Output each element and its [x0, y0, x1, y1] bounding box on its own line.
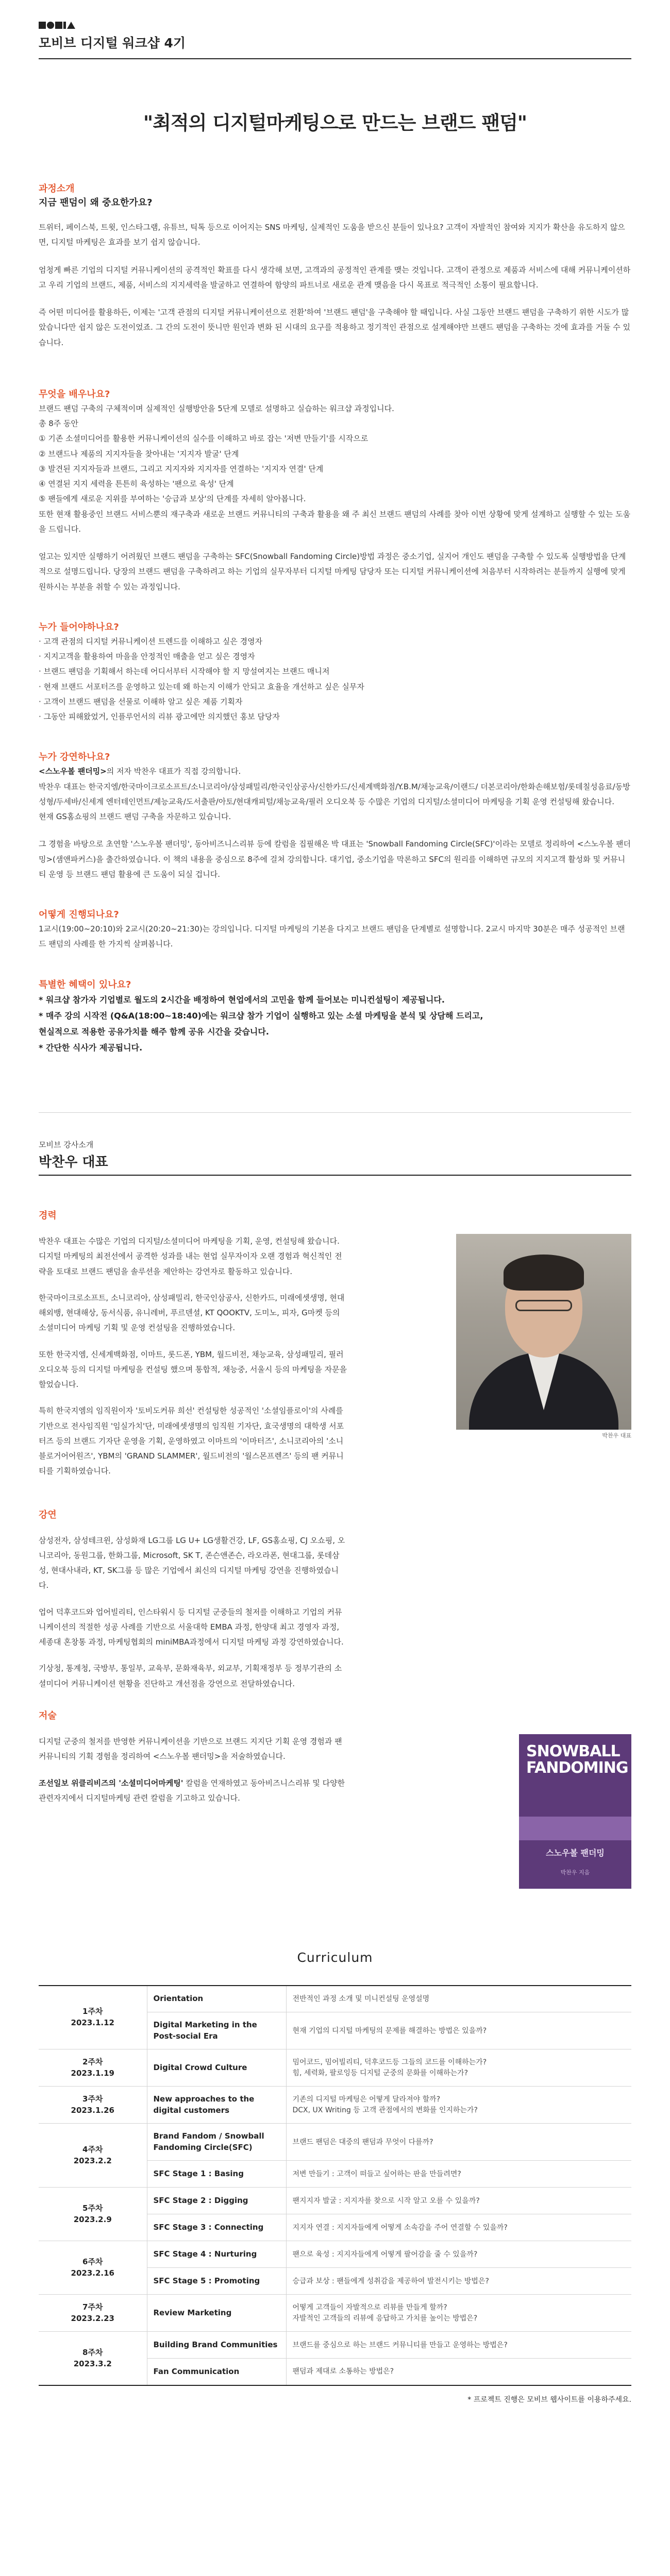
who-paragraph: 그 경험을 바탕으로 초연할 '스노우볼 팬더밍', 동아비즈니스리뷰 등에 칼럼을 집필해온 박 대표는 'Snowball Fandoming Circle(SFC)'이라는 모델로 정리하여 <스노우볼 팬더밍>(샘앤파커스)을 출간하였습니다. 이 책의 내용을 중심으로 8주에 걸쳐 강의합니다. 대기업, 중소기업을 막론하고 SFC의 원리를 이해하면 규모의 지지고객 활성화 및 커뮤니티 운영 등 브랜드 팬덤 활용에 큰 도움이 되실 겁니다.	[39, 839, 631, 879]
list-item: * 워크샵 참가자 기업별로 월도의 2시간을 배정하여 현업에서의 고민을 함께 들어보는 미니컨설팅이 제공됩니다.	[39, 994, 445, 1005]
table-row	[39, 2295, 631, 2332]
benefits-list	[39, 992, 631, 1056]
week-date: 2023.3.2	[73, 2359, 112, 2368]
book-paragraph	[39, 1776, 348, 1806]
book-heading: 저술	[39, 1710, 57, 1721]
book-cover-title	[526, 1743, 628, 1776]
description-cell: 전반적인 과정 소개 및 미니컨설팅 운영설명	[286, 1986, 631, 2012]
lecture-paragraph: 업어 덕후코드와 업어빌리티, 인스타워시 등 디지털 군중들의 철저를 이해하고 기업의 커뮤니케이션의 적절한 성공 사례를 기반으로 서울대학 EMBA 과정, 한양대 최고 경영자 과정, 세종대 혼창통 과정, 마케팅협회의 miniMBA과정에서 디지털 마케팅 과정 강연하였습니다.	[39, 1607, 344, 1647]
instructor-book	[39, 1707, 631, 1889]
section-when	[39, 908, 631, 952]
section-who	[39, 750, 631, 882]
list-item: 현실적으로 적용한 공유가치를 해주 함께 공유 시간을 갖습니다.	[39, 1026, 269, 1037]
career-paragraph: 특히 한국지엠의 임직원이자 '토비도커뮤 희선' 컨설팅한 성공적인 '소셜임플로이'의 사례를 기반으로 전사임직원 '임실가치'단, 미래에셋생명의 임직원 기자단, 효국생명의 대학생 서포터즈 등의 브랜드 기자단 운영을 기획, 운영하였고 이마트의 '이마터즈', 소니코리아의 '소니블로거어어원즈', YBM의 'GRAND SLAMMER', 월드비전의 '월스몬프렌즈' 등의 팬 커뮤니티를 기획하였습니다.	[39, 1406, 344, 1476]
week-date: 2023.1.12	[71, 2018, 114, 2028]
lecture-paragraph: 삼성전자, 삼성테크윈, 삼성화재 LG그룹 LG U+ LG생활건강, LF, GS홈쇼핑, CJ 오쇼핑, 오니코리아, 동원그룹, 한화그룹, Microsoft, SK T, 존슨앤존슨, 라오라폰, 현대그룹, 롯데삼성, 현대사내라, KT, SK그룹 등 많은 기업에서 최신의 디지털 마케팅 강연을 진행하였습니다.	[39, 1535, 345, 1590]
book-text-rest: 칼럼을 연재하였고 동아비즈니스리뷰 및 다양한 관련자지에서 디지털마케팅 관련 칼럼을 기고하고 있습니다.	[39, 1778, 345, 1803]
week-date: 2023.2.9	[73, 2214, 112, 2224]
topic-cell: Building Brand Communities	[147, 2332, 286, 2359]
who-paragraph	[39, 764, 631, 779]
instructor-role: 모비브 강사소개	[39, 1140, 94, 1150]
week-cell	[39, 2295, 147, 2332]
section-heading: 과정소개	[39, 183, 75, 195]
topic-cell: SFC Stage 5 : Promoting	[147, 2268, 286, 2295]
description-cell: 브랜드 팬덤은 대중의 팬덤과 무엇이 다를까?	[286, 2124, 631, 2161]
week-cell	[39, 2124, 147, 2188]
logo-mark-b	[55, 22, 62, 29]
learn-paragraph: 얼고는 있지만 실행하기 어려웠던 브랜드 팬덤을 구축하는 SFC(Snowball Fandoming Circle)방법 과정은 중소기업, 실지어 개인도 팬덤을 구축할 수 있도록 실행방법을 단계적으로 설명드립니다. 당장의 브랜드 팬덤을 구축하려고 하는 기업의 실무자부터 디지털 마케팅 담당자 또는 디지털 커뮤니케이션에 처음부터 시작하려는 분들까지 실행에 맞게 원하시는 부분을 취할 수 있는 과정입니다.	[39, 552, 626, 591]
book-paragraph: 디지털 군중의 철저를 반영한 커뮤니케이션을 기반으로 브랜드 지지단 기획 운영 경험과 팬 커뮤니티의 기획 경험을 정리하여 <스노우볼 팬더밍>을 저술하였습니다.	[39, 1737, 342, 1761]
book-row	[39, 1734, 631, 1889]
learn-steps-intro: 총 8주 동안	[39, 419, 79, 429]
section-benefits	[39, 978, 631, 1056]
career-row	[39, 1234, 631, 1490]
career-paragraph: 한국마이크로소프트, 소니코리아, 삼성패밀리, 한국인삼공사, 신한카드, 미래에셋생명, 현대해외뱅, 현대해상, 동서식품, 유니레버, 푸르덴셜, KT QOOKTV, 도미노, 피자, G마켓 등의 소셜미디어 마케팅 기획 및 운영 컨설팅을 진행하였습니다.	[39, 1293, 345, 1333]
section-subheading: 지금 팬덤이 왜 중요한가요?	[39, 197, 153, 209]
week-label: 2주차	[82, 2057, 103, 2067]
logo-mark-h	[39, 22, 46, 29]
section-heading: 무엇을 배우나요?	[39, 388, 110, 400]
topic-cell: Brand Fandom / Snowball Fandoming Circle(SFC)	[147, 2124, 286, 2161]
list-item: · 고객 관점의 디지털 커뮤니케이션 트렌드를 이해하고 싶은 경영자	[39, 636, 263, 646]
lecture-text	[39, 1533, 348, 1691]
section-learn	[39, 387, 631, 595]
logo-mark-s	[67, 22, 75, 29]
list-item: ① 기존 소셜미디어를 활용한 커뮤니케이션의 실수를 이해하고 바로 잡는 '저변 만들기'를 시작으로	[39, 434, 368, 444]
logo-mark-i	[63, 22, 66, 29]
week-cell	[39, 2188, 147, 2241]
who-text: 의 저자 박찬우 대표가 직접 강의합니다.	[106, 767, 241, 776]
week-date: 2023.1.26	[71, 2105, 114, 2115]
column-emphasis: 조선일보 위클리비즈의 '소셜미디어마케팅'	[39, 1778, 183, 1788]
list-item: · 고객이 브랜드 팬덤을 선물로 이해하 알고 싶은 제품 기획자	[39, 697, 243, 706]
intro-paragraph: 즉 어떤 미디어를 활용하든, 이제는 '고객 관점의 디지털 커뮤니케이션으로 전환'하여 '브랜드 팬덤'을 구축해야 할 때입니다. 사실 그동안 브랜드 팬덤을 구축하기 위한 시도가 많았습니다만 쉽지 않은 도전이었죠. 그 간의 도전이 뜻니만 원인과 변화 된 시대의 요구를 적용하고 정기적인 관점으로 설계해야만 브랜드 팬덤을 구축하는 것에 효과를 거둘 수 있습니다.	[39, 308, 630, 347]
content-wrapper	[39, 0, 631, 2407]
section-heading: 어떻게 진행되나요?	[39, 909, 119, 921]
book-title-line: SNOWBALL	[526, 1742, 620, 1761]
table-row	[39, 1986, 631, 2012]
list-item: * 매주 강의 시작전 (Q&A(18:00~18:40)에는 워크샵 참가 기업이 실행하고 있는 소셜 마케팅을 분석 및 상담해 드리고,	[39, 1010, 483, 1021]
topic-cell: SFC Stage 2 : Digging	[147, 2188, 286, 2214]
description-cell: 팬덤과 제대로 소통하는 방법은?	[286, 2359, 631, 2385]
week-label: 1주차	[82, 2007, 103, 2016]
table-row	[39, 2332, 631, 2359]
list-item: ② 브랜드나 제품의 지지자들을 찾아내는 '지지자 발굴' 단계	[39, 449, 239, 459]
photo-hair	[504, 1255, 584, 1291]
section-heading: 누가 강연하나요?	[39, 752, 110, 763]
photo-glasses	[515, 1300, 572, 1311]
week-date: 2023.1.19	[71, 2068, 114, 2078]
instructor-lecture	[39, 1506, 631, 1691]
section-intro	[39, 182, 631, 350]
list-item: · 현재 브랜드 서포터즈를 운영하고 있는데 왜 하는지 이해가 안되고 효율을 개선하고 싶은 실무자	[39, 682, 364, 691]
instructor-career	[39, 1207, 631, 1490]
week-label: 8주차	[82, 2347, 103, 2357]
book-title-emphasis: <스노우볼 팬더밍>	[39, 767, 107, 776]
week-date: 2023.2.2	[73, 2156, 112, 2165]
top-header	[39, 0, 631, 59]
photo-caption: 박찬우 대표	[602, 1432, 631, 1439]
topic-cell: Digital Marketing in the Post-social Era	[147, 2012, 286, 2049]
description-cell: 저변 만들기 : 고객이 떠들고 싶어하는 판을 만들려면?	[286, 2161, 631, 2188]
headline: "최적의 디지털마케팅으로 만드는 브랜드 팬덤"	[143, 112, 527, 134]
intro-paragraph: 트위터, 페이스북, 트윗, 인스타그램, 유튜브, 틱톡 등으로 이어지는 SNS 마케팅, 실제적인 도움을 받으신 분들이 있나요? 고객이 자발적인 참여와 지지가 확산을 유도하지 않으면, 디지털 마케팅은 효과를 보기 쉽지 않습니다.	[39, 223, 625, 247]
list-item: ③ 발견된 지지자들과 브랜드, 그리고 지지자와 지지자를 연결하는 '지지자 연결' 단계	[39, 464, 324, 473]
learn-paragraph: 브랜드 팬덤 구축의 구체적이며 실제적인 실행방안을 5단계 모델로 설명하고 실습하는 워크샵 과정입니다.	[39, 403, 394, 413]
header-divider	[39, 58, 631, 59]
topic-cell: Digital Crowd Culture	[147, 2049, 286, 2087]
list-item: · 지지고객을 활용하여 마을을 안정적인 매출을 얻고 싶은 경영자	[39, 652, 255, 662]
week-cell	[39, 2241, 147, 2295]
intro-paragraph: 엄청게 빠른 기업의 디지털 커뮤니케이션의 공격적인 확표를 다시 생각해 보면, 고객과의 공정적인 관계를 맺는 것입니다. 고객이 관정으로 제품과 서비스에 대해 커뮤니케이션하고 우리 기업의 브랜드, 제품, 서비스의 지지세력을 발굴하고 연결하여 함양의 파트너로 새로운 관계 맺음을 다시 목표로 적극적인 소통이 필요합니다.	[39, 265, 631, 290]
list-item: · 브랜드 팬덤을 기획해서 하는데 어디서부터 시작해야 할 지 망설여지는 브랜드 매니저	[39, 667, 330, 676]
who-paragraph: 박찬우 대표는 한국지엠/한국마이크로소프트/소니코리아/삼성패밀리/한국인삼공사/신한카드/신세계백화점/Y.B.M/채능교육/이랜드/ 더본코리아/한화손해보험/롯데칠성음료/동방성형/두세바/신세계 엔터테인먼트/제능교육/도서출판/아토/현대캐피털/채능교육/필러 오디오북 등 수많은 기업의 디지털/소셜미디어 마케팅을 기획 운영 컨설팅해 왔습니다.	[39, 782, 630, 806]
instructor-name: 박찬우 대표	[39, 1154, 108, 1170]
description-cell: 팬지지자 발굴 : 지지자를 찾으로 시작 알고 오를 수 있을까?	[286, 2188, 631, 2214]
book-cover-author: 박찬우 지음	[560, 1869, 590, 1876]
instructor-photo	[456, 1234, 631, 1430]
description-cell: 승급과 보상 : 팬들에게 성취감을 제공하여 발전시키는 방법은?	[286, 2268, 631, 2295]
brand-logo	[39, 20, 631, 31]
week-label: 7주차	[82, 2302, 103, 2312]
section-divider	[39, 1112, 631, 1113]
section-heading: 누가 들어야하나요?	[39, 621, 119, 633]
table-row	[39, 2087, 631, 2124]
week-cell	[39, 1986, 147, 2049]
description-cell: 브랜드를 중심으로 하는 브랜드 커뮤니티를 만들고 운영하는 방법은?	[286, 2332, 631, 2359]
learn-paragraph: 또한 현재 활용중인 브랜드 서비스뿐의 재구축과 새로운 브랜드 커뮤니티의 구축과 활용을 왜 주 최신 브랜드 팬덤의 사례를 찾아 이번 상황에 맞게 설계하고 실행할 수 있는 도움을 드립니다.	[39, 509, 630, 534]
curriculum-footnote: * 프로젝트 진행은 모비브 웹사이트를 이용하주세요.	[467, 2395, 631, 2404]
book-text	[39, 1734, 348, 1889]
lecture-paragraph: 기상청, 통계청, 국방부, 통일부, 교육부, 문화재육부, 외교부, 기획재정부 등 정부기관의 소셜미디어 커뮤니케이션 현황을 진단하고 개선점을 강연으로 전달하였습니다.	[39, 1664, 342, 1688]
topic-cell: SFC Stage 3 : Connecting	[147, 2214, 286, 2241]
curriculum-table	[39, 1985, 631, 2386]
instructor-photo-box	[456, 1234, 631, 1490]
description-cell: 밈어코드, 밈어빌리티, 덕후코드등 그들의 코드를 이해하는가? 힘, 세력화, 팔로잉등 디지털 군중의 문화를 이해하는가?	[286, 2049, 631, 2087]
table-row	[39, 2188, 631, 2214]
book-cover-subtitle: 스노우볼 팬더밍	[546, 1848, 605, 1858]
topic-cell: New approaches to the digital customers	[147, 2087, 286, 2124]
table-row	[39, 2049, 631, 2087]
week-label: 4주차	[82, 2145, 103, 2155]
table-row	[39, 2124, 631, 2161]
when-paragraph: 1교시(19:00~20:10)와 2교시(20:20~21:30)는 강의입니다. 디지털 마케팅의 기본을 다지고 브랜드 팬덤을 단계별로 설명합니다. 2교시 마지막 30분은 매주 성공적인 브랜드 팬덤의 사례를 한 가지씩 살펴봅니다.	[39, 924, 625, 949]
topic-cell: Review Marketing	[147, 2295, 286, 2332]
week-label: 5주차	[82, 2204, 103, 2213]
description-cell: 지지자 연결 : 지지자들에게 어떻게 소속감을 주어 연결할 수 있을까?	[286, 2214, 631, 2241]
list-item: ④ 연결된 지지 세력을 튼튼히 육성하는 '팬으로 육성' 단계	[39, 479, 234, 489]
table-row	[39, 2241, 631, 2268]
topic-cell: Orientation	[147, 1986, 286, 2012]
topic-cell: SFC Stage 1 : Basing	[147, 2161, 286, 2188]
topic-cell: SFC Stage 4 : Nurturing	[147, 2241, 286, 2268]
curriculum-table-body	[39, 1986, 631, 2385]
career-paragraph: 또한 한국지엠, 신세계백화점, 이마트, 롯드폰, YBM, 월드비전, 채능교육, 삼성패밀리, 필러 오디오북 등의 디지털 마케팅을 컨설팅 했으며 통합적, 채능중, 서울시 등의 마케팅을 자문을 할었습니다.	[39, 1349, 347, 1389]
logo-mark-o	[47, 22, 54, 29]
section-audience	[39, 620, 631, 725]
career-paragraph: 박찬우 대표는 수많은 기업의 디지털/소셜미디어 마케팅을 기획, 운영, 컨설팅해 왔습니다. 디지털 마케팅의 최전선에서 공격한 성과를 내는 현업 실무자이자 오랜 경험과 혁신적인 전략을 토대로 브랜드 팬덤을 솔루션을 제안하는 강연자로 활동하고 있습니다.	[39, 1236, 342, 1276]
book-cover-strip	[519, 1817, 631, 1840]
week-cell	[39, 2332, 147, 2385]
list-item: ⑤ 팬들에게 새로운 지위를 부여하는 '승급과 보상'의 단계를 자세히 알아봅니다.	[39, 494, 306, 504]
week-label: 3주차	[82, 2094, 103, 2104]
curriculum-title: Curriculum	[297, 1950, 373, 1965]
book-cover-box	[477, 1734, 631, 1889]
topic-cell: Fan Communication	[147, 2359, 286, 2385]
description-cell: 어떻게 고객들이 자발적으로 리뷰를 만들게 할까? 자발적인 고객들의 리뷰에 응답하고 가치를 높이는 방법은?	[286, 2295, 631, 2332]
learn-steps-list	[39, 431, 631, 506]
instructor-divider	[39, 1175, 631, 1176]
week-cell	[39, 2049, 147, 2087]
week-date: 2023.2.23	[71, 2313, 114, 2323]
list-item: * 간단한 식사가 제공됩니다.	[39, 1043, 143, 1053]
workshop-title: 모비브 디지털 워크샵 4기	[39, 36, 186, 50]
book-cover	[519, 1734, 631, 1889]
description-cell: 기존의 디지털 마케팅은 어떻게 달라져야 할까? DCX, UX Writing 등 고객 관점에서의 변화를 인지하는가?	[286, 2087, 631, 2124]
book-title-line: FANDOMING	[526, 1758, 628, 1777]
description-cell: 팬으로 육성 : 지지자들에게 어떻게 팔어감을 줄 수 있을까?	[286, 2241, 631, 2268]
lecture-heading: 강연	[39, 1509, 57, 1520]
week-label: 6주차	[82, 2257, 103, 2267]
career-heading: 경력	[39, 1210, 57, 1221]
description-cell: 현재 기업의 디지털 마케팅의 문제를 해결하는 방법은 있을까?	[286, 2012, 631, 2049]
week-date: 2023.2.16	[71, 2268, 114, 2278]
career-text	[39, 1234, 348, 1490]
who-paragraph: 현재 GS홈쇼핑의 브랜드 팬덤 구축을 자문하고 있습니다.	[39, 812, 231, 822]
section-heading: 특별한 혜택이 있나요?	[39, 979, 131, 990]
list-item: · 그동안 피해왔었거, 인플루언서의 리뷰 광고에만 의지했던 홍보 담당자	[39, 712, 280, 722]
week-cell	[39, 2087, 147, 2124]
audience-list	[39, 634, 631, 725]
